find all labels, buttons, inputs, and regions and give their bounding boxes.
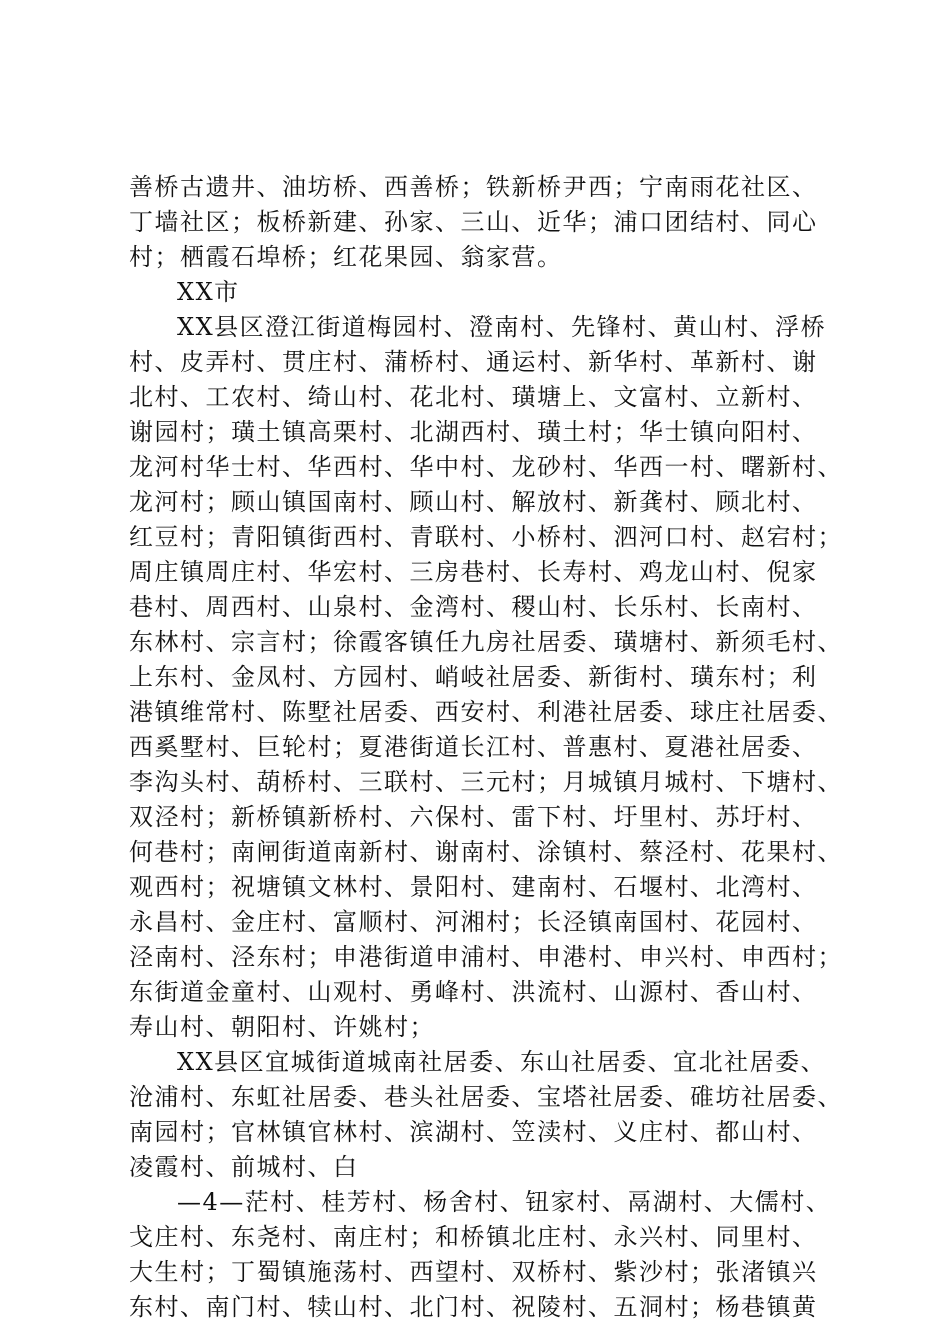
text-line: 永昌村、金庄村、富顺村、河湘村；长泾镇南国村、花园村、	[129, 908, 818, 936]
text-line: 大生村；丁蜀镇施荡村、西望村、双桥村、紫沙村；张渚镇兴	[129, 1258, 818, 1286]
page-number-line: —4—茫村、桂芳村、杨舍村、钮家村、鬲湖村、大儒村、	[177, 1188, 832, 1216]
text-line: 沧浦村、东虹社居委、巷头社居委、宝塔社居委、碓坊社居委、	[129, 1083, 843, 1111]
text-line: 东街道金童村、山观村、勇峰村、洪流村、山源村、香山村、	[129, 978, 818, 1006]
text-line: 巷村、周西村、山泉村、金湾村、稷山村、长乐村、长南村、	[129, 593, 818, 621]
text-line: 双泾村；新桥镇新桥村、六保村、雷下村、圩里村、苏圩村、	[129, 803, 818, 831]
text-line: 李沟头村、葫桥村、三联村、三元村；月城镇月城村、下塘村、	[129, 768, 843, 796]
text-line: 红豆村；青阳镇街西村、青联村、小桥村、泗河口村、赵宕村；	[129, 523, 843, 551]
text-line: 寿山村、朝阳村、许姚村；	[129, 1013, 435, 1041]
text-line: 谢园村；璜土镇高栗村、北湖西村、璜土村；华士镇向阳村、	[129, 418, 818, 446]
text-line: 西奚墅村、巨轮村；夏港街道长江村、普惠村、夏港社居委、	[129, 733, 818, 761]
text-line: 港镇维常村、陈墅社居委、西安村、利港社居委、球庄社居委、	[129, 698, 843, 726]
document-body	[129, 170, 849, 1325]
text-line: 丁墙社区；板桥新建、孙家、三山、近华；浦口团结村、同心	[129, 208, 818, 236]
text-line: 南园村；官林镇官林村、滨湖村、笠渎村、义庄村、都山村、	[129, 1118, 818, 1146]
text-line: 上东村、金凤村、方园村、峭岐社居委、新街村、璜东村；利	[129, 663, 818, 691]
text-line: 周庄镇周庄村、华宏村、三房巷村、长寿村、鸡龙山村、倪家	[129, 558, 818, 586]
text-line: 泾南村、泾东村；申港街道申浦村、申港村、申兴村、申西村；	[129, 943, 843, 971]
text-line: 观西村；祝塘镇文林村、景阳村、建南村、石堰村、北湾村、	[129, 873, 818, 901]
text-line: 北村、工农村、绮山村、花北村、璜塘上、文富村、立新村、	[129, 383, 818, 411]
text-line: 东村、南门村、犊山村、北门村、祝陵村、五洞村；杨巷镇黄	[129, 1293, 818, 1321]
text-line: 善桥古遗井、油坊桥、西善桥；铁新桥尹西；宁南雨花社区、	[129, 173, 818, 201]
text-line: 村、皮弄村、贯庄村、蒲桥村、通运村、新华村、革新村、谢	[129, 348, 818, 376]
paragraph-first-line: XX县区澄江街道梅园村、澄南村、先锋村、黄山村、浮桥	[177, 313, 827, 341]
text-line: 凌霞村、前城村、白	[129, 1153, 359, 1181]
paragraph-first-line: XX县区宜城街道城南社居委、东山社居委、宜北社居委、	[177, 1048, 827, 1076]
text-line: 何巷村；南闸街道南新村、谢南村、涂镇村、蔡泾村、花果村、	[129, 838, 843, 866]
text-line: 龙河村；顾山镇国南村、顾山村、解放村、新龚村、顾北村、	[129, 488, 818, 516]
text-line: 村；栖霞石埠桥；红花果园、翁家营。	[129, 243, 563, 271]
text-line: 东林村、宗言村；徐霞客镇任九房社居委、璜塘村、新须毛村、	[129, 628, 843, 656]
text-line: 戈庄村、东尧村、南庄村；和桥镇北庄村、永兴村、同里村、	[129, 1223, 818, 1251]
text-line: 龙河村华士村、华西村、华中村、龙砂村、华西一村、曙新村、	[129, 453, 843, 481]
section-heading-city: XX市	[177, 278, 240, 306]
